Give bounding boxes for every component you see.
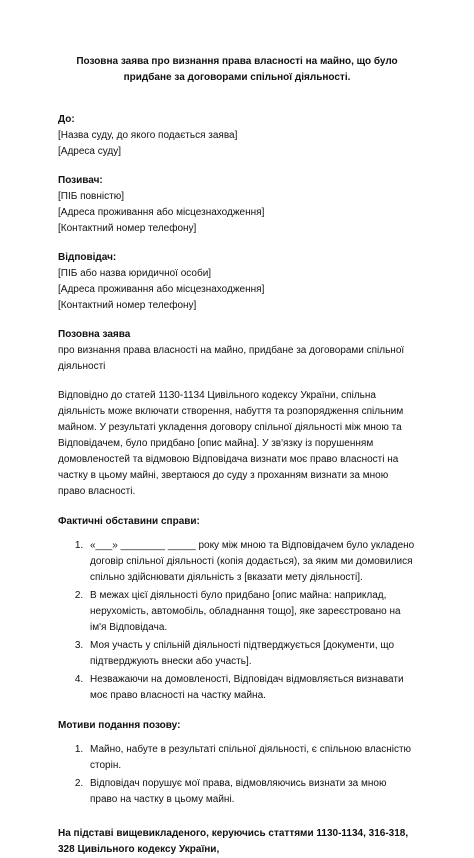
defendant-block — [58, 250, 416, 314]
motives-heading: Мотиви подання позову: — [58, 720, 181, 731]
court-name: [Назва суду, до якого подається заява] — [58, 130, 238, 141]
list-item: 2. Відповідач порушує мої права, відмовляючись визнати за мною право на частку в цьому майні. — [86, 776, 416, 808]
list-item: 4. Незважаючи на домовленості, Відповідач відмовляється визнавати моє право власності на частку майна. — [86, 672, 416, 704]
intro-paragraph: Відповідно до статей 1130-1134 Цивільного кодексу України, спільна діяльність може включати створення, набуття та розпорядження спільним майном. У результаті укладення договору спільної діяльності між мною та Відповідачем, було придбано [опис майна]. У зв'язку із порушенням домовленостей та відмовою Відповідача визнати моє право власності на частку в цьому майні, звертаюся до суду з проханням визнати за мною право власності. — [58, 390, 404, 497]
plaintiff-phone: [Контактний номер телефону] — [58, 223, 197, 234]
claim-subtitle: про визнання права власності на майно, придбане за договорами спільної діяльності — [58, 345, 405, 372]
defendant-phone: [Контактний номер телефону] — [58, 300, 197, 311]
plaintiff-address: [Адреса проживання або місцезнаходження] — [58, 207, 265, 218]
claim-label: Позовна заява — [58, 329, 131, 340]
defendant-address: [Адреса проживання або місцезнаходження] — [58, 284, 265, 295]
list-item: 2. В межах цієї діяльності було придбано [опис майна: наприклад, нерухомість, автомобіль, обладнання тощо], яке зареєстровано на ім'я Відповідача. — [86, 588, 416, 636]
plaintiff-block — [58, 173, 416, 237]
conclusion-paragraph: На підставі вищевикладеного, керуючись статтями 1130-1134, 316-318, 328 Цивільного кодексу України, — [58, 828, 409, 855]
claim-block — [58, 327, 416, 375]
list-item: 3. Моя участь у спільній діяльності підтверджується [документи, що підтверджують внески або участь]. — [86, 638, 416, 670]
defendant-name: [ПІБ або назва юридичної особи] — [58, 268, 212, 279]
document-title: Позовна заява про визнання права власності на майно, що було придбане за договорами спільної діяльності. — [76, 56, 398, 83]
list-item: 1. «___» ________ _____ року між мною та Відповідачем було укладено договір спільної діяльності (копія додається), за яким ми домовилися спільно здійснювати діяльність з [вказати мету діяльності]. — [86, 538, 416, 586]
list-item: 1. Майно, набуте в результаті спільної діяльності, є спільною власністю сторін. — [86, 742, 416, 774]
plaintiff-label: Позивач: — [58, 175, 103, 186]
addressee-block — [58, 112, 416, 160]
plaintiff-name: [ПІБ повністю] — [58, 191, 124, 202]
defendant-label: Відповідач: — [58, 252, 117, 263]
motives-list — [58, 742, 416, 808]
facts-list — [58, 538, 416, 704]
addressee-label: До: — [58, 114, 75, 125]
facts-heading: Фактичні обставини справи: — [58, 516, 200, 527]
court-address: [Адреса суду] — [58, 146, 122, 157]
